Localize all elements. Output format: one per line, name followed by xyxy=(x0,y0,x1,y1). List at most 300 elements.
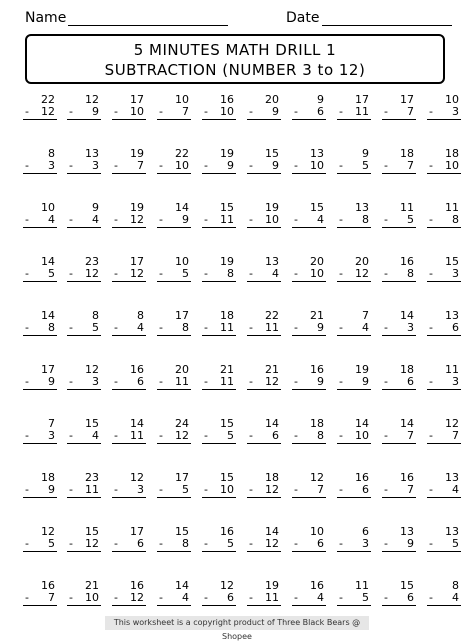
subtrahend-line xyxy=(337,376,371,390)
subtraction-problem[interactable] xyxy=(382,364,416,390)
subtraction-problem[interactable] xyxy=(337,472,371,498)
subtraction-problem[interactable] xyxy=(292,472,326,498)
minuend: 15 xyxy=(400,579,414,592)
minus-sign: - xyxy=(159,267,163,280)
subtraction-problem[interactable] xyxy=(427,94,461,120)
minus-sign: - xyxy=(384,375,388,388)
subtrahend-line xyxy=(202,214,236,228)
subtraction-problem[interactable] xyxy=(247,472,281,498)
minus-sign: - xyxy=(294,159,298,172)
subtrahend-line xyxy=(382,430,416,444)
subtraction-problem[interactable] xyxy=(67,148,101,174)
subtraction-problem[interactable] xyxy=(292,256,326,282)
minus-sign: - xyxy=(429,213,433,226)
subtraction-problem[interactable] xyxy=(202,418,236,444)
minuend: 18 xyxy=(400,147,414,160)
subtraction-problem[interactable] xyxy=(112,256,146,282)
minuend: 18 xyxy=(220,309,234,322)
subtrahend: 6 xyxy=(227,591,234,604)
minuend: 15 xyxy=(85,525,99,538)
minuend: 13 xyxy=(355,201,369,214)
minuend: 13 xyxy=(445,309,459,322)
subtrahend-line xyxy=(337,322,371,336)
subtraction-problem[interactable] xyxy=(112,94,146,120)
minus-sign: - xyxy=(249,321,253,334)
subtraction-problem[interactable] xyxy=(23,472,57,498)
subtraction-problem[interactable] xyxy=(112,526,146,552)
problem-row xyxy=(0,94,474,148)
subtrahend: 5 xyxy=(452,537,459,550)
problem-row xyxy=(0,418,474,472)
subtraction-problem[interactable] xyxy=(247,202,281,228)
subtrahend-line xyxy=(427,322,461,336)
subtrahend: 7 xyxy=(407,159,414,172)
minuend: 14 xyxy=(265,525,279,538)
subtraction-problem[interactable] xyxy=(427,148,461,174)
subtraction-problem[interactable] xyxy=(202,364,236,390)
minuend: 14 xyxy=(400,309,414,322)
subtraction-problem[interactable] xyxy=(337,580,371,606)
subtraction-problem[interactable] xyxy=(247,526,281,552)
subtrahend: 10 xyxy=(220,105,234,118)
subtraction-problem[interactable] xyxy=(382,580,416,606)
subtraction-problem[interactable] xyxy=(202,202,236,228)
subtrahend: 3 xyxy=(48,159,55,172)
subtraction-problem[interactable] xyxy=(382,148,416,174)
subtrahend-line xyxy=(337,538,371,552)
subtrahend: 12 xyxy=(130,267,144,280)
subtrahend: 6 xyxy=(317,537,324,550)
subtrahend: 8 xyxy=(48,321,55,334)
minuend: 16 xyxy=(130,579,144,592)
subtraction-problem[interactable] xyxy=(67,526,101,552)
minus-sign: - xyxy=(249,213,253,226)
minus-sign: - xyxy=(249,375,253,388)
subtrahend: 7 xyxy=(407,429,414,442)
subtraction-problem[interactable] xyxy=(67,310,101,336)
subtrahend-line xyxy=(247,106,281,120)
minuend: 7 xyxy=(48,417,55,430)
subtraction-problem[interactable] xyxy=(112,148,146,174)
subtrahend: 7 xyxy=(452,429,459,442)
subtrahend-line xyxy=(67,430,101,444)
subtraction-problem[interactable] xyxy=(23,148,57,174)
subtrahend-line xyxy=(427,592,461,606)
subtraction-problem[interactable] xyxy=(23,526,57,552)
subtrahend-line xyxy=(157,322,191,336)
subtrahend-line xyxy=(67,214,101,228)
subtrahend-line xyxy=(427,160,461,174)
subtraction-problem[interactable] xyxy=(67,202,101,228)
subtraction-problem[interactable] xyxy=(112,580,146,606)
subtraction-problem[interactable] xyxy=(202,472,236,498)
subtrahend: 6 xyxy=(317,105,324,118)
minuend: 15 xyxy=(220,417,234,430)
subtraction-problem[interactable] xyxy=(427,472,461,498)
subtrahend-line xyxy=(23,430,57,444)
subtraction-problem[interactable] xyxy=(292,580,326,606)
subtraction-problem[interactable] xyxy=(382,526,416,552)
minus-sign: - xyxy=(339,537,343,550)
subtraction-problem[interactable] xyxy=(112,472,146,498)
subtraction-problem[interactable] xyxy=(337,256,371,282)
subtraction-problem[interactable] xyxy=(337,202,371,228)
minus-sign: - xyxy=(204,321,208,334)
subtraction-problem[interactable] xyxy=(157,418,191,444)
subtraction-problem[interactable] xyxy=(427,526,461,552)
subtraction-problem[interactable] xyxy=(67,94,101,120)
subtrahend-line xyxy=(112,160,146,174)
subtrahend: 3 xyxy=(452,267,459,280)
minus-sign: - xyxy=(339,375,343,388)
minuend: 22 xyxy=(41,93,55,106)
subtrahend-line xyxy=(292,592,326,606)
subtraction-problem[interactable] xyxy=(427,364,461,390)
subtraction-problem[interactable] xyxy=(292,94,326,120)
subtraction-problem[interactable] xyxy=(247,580,281,606)
subtraction-problem[interactable] xyxy=(382,472,416,498)
minuend: 14 xyxy=(130,417,144,430)
subtrahend-line xyxy=(247,376,281,390)
subtraction-problem[interactable] xyxy=(292,310,326,336)
minuend: 15 xyxy=(445,255,459,268)
minus-sign: - xyxy=(339,591,343,604)
subtraction-problem[interactable] xyxy=(23,580,57,606)
subtraction-problem[interactable] xyxy=(382,256,416,282)
subtrahend: 6 xyxy=(407,375,414,388)
minuend: 10 xyxy=(41,201,55,214)
subtrahend: 8 xyxy=(182,537,189,550)
subtrahend: 10 xyxy=(265,213,279,226)
subtraction-problem[interactable] xyxy=(157,148,191,174)
minus-sign: - xyxy=(69,483,73,496)
minus-sign: - xyxy=(204,591,208,604)
subtraction-problem[interactable] xyxy=(247,94,281,120)
subtrahend: 5 xyxy=(362,591,369,604)
subtraction-problem[interactable] xyxy=(23,364,57,390)
subtraction-problem[interactable] xyxy=(157,580,191,606)
subtraction-problem[interactable] xyxy=(202,526,236,552)
subtraction-problem[interactable] xyxy=(157,364,191,390)
subtraction-problem[interactable] xyxy=(337,526,371,552)
subtraction-problem[interactable] xyxy=(67,256,101,282)
minuend: 17 xyxy=(355,93,369,106)
subtrahend-line xyxy=(202,106,236,120)
minus-sign: - xyxy=(114,375,118,388)
minuend: 20 xyxy=(265,93,279,106)
minus-sign: - xyxy=(25,321,29,334)
subtrahend: 6 xyxy=(272,429,279,442)
subtrahend: 11 xyxy=(220,375,234,388)
subtrahend: 6 xyxy=(137,375,144,388)
subtrahend-line xyxy=(157,214,191,228)
minus-sign: - xyxy=(384,321,388,334)
name-label: Name xyxy=(25,10,67,26)
subtrahend-line xyxy=(292,106,326,120)
subtraction-problem[interactable] xyxy=(23,94,57,120)
minuend: 21 xyxy=(220,363,234,376)
subtrahend: 11 xyxy=(220,321,234,334)
subtrahend: 12 xyxy=(265,483,279,496)
minuend: 16 xyxy=(355,471,369,484)
subtraction-problem[interactable] xyxy=(292,202,326,228)
subtraction-problem[interactable] xyxy=(157,472,191,498)
subtrahend-line xyxy=(337,160,371,174)
subtrahend: 8 xyxy=(227,267,234,280)
minuend: 22 xyxy=(175,147,189,160)
minuend: 13 xyxy=(445,525,459,538)
name-blank-line[interactable] xyxy=(68,25,228,26)
minuend: 8 xyxy=(137,309,144,322)
subtraction-problem[interactable] xyxy=(382,202,416,228)
subtraction-problem[interactable] xyxy=(202,256,236,282)
date-blank-line[interactable] xyxy=(322,25,452,26)
subtrahend-line xyxy=(292,160,326,174)
minus-sign: - xyxy=(429,537,433,550)
subtrahend-line xyxy=(382,376,416,390)
minuend: 15 xyxy=(85,417,99,430)
minuend: 16 xyxy=(400,255,414,268)
subtrahend-line xyxy=(23,484,57,498)
subtraction-problem[interactable] xyxy=(23,418,57,444)
minuend: 12 xyxy=(445,417,459,430)
minuend: 16 xyxy=(310,579,324,592)
minus-sign: - xyxy=(294,267,298,280)
subtrahend: 3 xyxy=(407,321,414,334)
minuend: 17 xyxy=(175,471,189,484)
subtrahend: 10 xyxy=(310,267,324,280)
subtraction-problem[interactable] xyxy=(292,148,326,174)
subtraction-problem[interactable] xyxy=(202,94,236,120)
subtrahend-line xyxy=(23,268,57,282)
subtraction-problem[interactable] xyxy=(112,310,146,336)
subtrahend: 3 xyxy=(137,483,144,496)
subtrahend: 4 xyxy=(92,429,99,442)
subtraction-problem[interactable] xyxy=(157,310,191,336)
subtrahend-line xyxy=(23,106,57,120)
minus-sign: - xyxy=(159,537,163,550)
subtraction-problem[interactable] xyxy=(247,418,281,444)
subtrahend: 12 xyxy=(85,537,99,550)
subtrahend: 3 xyxy=(48,429,55,442)
subtrahend-line xyxy=(382,106,416,120)
subtraction-problem[interactable] xyxy=(247,310,281,336)
subtrahend-line xyxy=(292,322,326,336)
subtraction-problem[interactable] xyxy=(427,580,461,606)
subtrahend-line xyxy=(247,160,281,174)
subtrahend-line xyxy=(202,376,236,390)
minus-sign: - xyxy=(25,483,29,496)
subtrahend-line xyxy=(157,430,191,444)
subtrahend-line xyxy=(292,268,326,282)
subtrahend: 5 xyxy=(48,537,55,550)
subtraction-problem[interactable] xyxy=(337,418,371,444)
subtrahend: 10 xyxy=(85,591,99,604)
minus-sign: - xyxy=(69,105,73,118)
subtraction-problem[interactable] xyxy=(292,526,326,552)
subtraction-problem[interactable] xyxy=(382,94,416,120)
minus-sign: - xyxy=(69,429,73,442)
minuend: 18 xyxy=(445,147,459,160)
subtrahend-line xyxy=(427,484,461,498)
subtrahend-line xyxy=(67,484,101,498)
subtrahend-line xyxy=(112,268,146,282)
minuend: 10 xyxy=(445,93,459,106)
minus-sign: - xyxy=(249,159,253,172)
minuend: 17 xyxy=(130,525,144,538)
subtrahend: 4 xyxy=(317,591,324,604)
subtraction-problem[interactable] xyxy=(202,148,236,174)
subtraction-problem[interactable] xyxy=(112,364,146,390)
subtrahend: 6 xyxy=(407,591,414,604)
minus-sign: - xyxy=(69,537,73,550)
subtrahend: 7 xyxy=(407,105,414,118)
subtrahend-line xyxy=(382,538,416,552)
problem-row xyxy=(0,472,474,526)
subtrahend-line xyxy=(112,430,146,444)
subtraction-problem[interactable] xyxy=(67,418,101,444)
minus-sign: - xyxy=(69,321,73,334)
minus-sign: - xyxy=(384,483,388,496)
subtrahend-line xyxy=(292,538,326,552)
subtrahend: 10 xyxy=(445,159,459,172)
subtraction-problem[interactable] xyxy=(382,310,416,336)
subtrahend-line xyxy=(247,214,281,228)
minuend: 19 xyxy=(130,201,144,214)
minus-sign: - xyxy=(114,213,118,226)
subtrahend: 9 xyxy=(182,213,189,226)
problem-row xyxy=(0,310,474,364)
minus-sign: - xyxy=(25,105,29,118)
subtrahend-line xyxy=(382,268,416,282)
subtraction-problem[interactable] xyxy=(67,472,101,498)
minus-sign: - xyxy=(429,159,433,172)
subtraction-problem[interactable] xyxy=(202,580,236,606)
subtrahend: 5 xyxy=(182,483,189,496)
subtrahend: 5 xyxy=(227,537,234,550)
minus-sign: - xyxy=(25,375,29,388)
minuend: 17 xyxy=(130,93,144,106)
subtraction-problem[interactable] xyxy=(247,148,281,174)
minus-sign: - xyxy=(114,483,118,496)
subtrahend: 12 xyxy=(41,105,55,118)
minuend: 15 xyxy=(220,201,234,214)
subtrahend: 9 xyxy=(227,159,234,172)
subtrahend-line xyxy=(202,160,236,174)
subtrahend: 5 xyxy=(362,159,369,172)
subtraction-problem[interactable] xyxy=(337,148,371,174)
minuend: 23 xyxy=(85,471,99,484)
minuend: 12 xyxy=(220,579,234,592)
subtrahend-line xyxy=(202,322,236,336)
minuend: 22 xyxy=(265,309,279,322)
subtrahend: 9 xyxy=(407,537,414,550)
subtraction-problem[interactable] xyxy=(202,310,236,336)
subtrahend: 8 xyxy=(452,213,459,226)
subtraction-problem[interactable] xyxy=(23,256,57,282)
subtrahend: 10 xyxy=(310,159,324,172)
subtrahend: 9 xyxy=(317,375,324,388)
subtraction-problem[interactable] xyxy=(67,580,101,606)
subtraction-problem[interactable] xyxy=(292,418,326,444)
minuend: 19 xyxy=(265,201,279,214)
subtraction-problem[interactable] xyxy=(23,310,57,336)
subtraction-problem[interactable] xyxy=(157,202,191,228)
subtraction-problem[interactable] xyxy=(112,418,146,444)
problem-grid xyxy=(0,94,474,634)
minus-sign: - xyxy=(429,321,433,334)
minus-sign: - xyxy=(294,537,298,550)
subtrahend: 4 xyxy=(452,591,459,604)
minus-sign: - xyxy=(429,591,433,604)
minuend: 16 xyxy=(220,525,234,538)
minus-sign: - xyxy=(294,321,298,334)
subtraction-problem[interactable] xyxy=(337,310,371,336)
subtrahend: 11 xyxy=(265,591,279,604)
subtraction-problem[interactable] xyxy=(23,202,57,228)
subtraction-problem[interactable] xyxy=(157,256,191,282)
subtrahend: 8 xyxy=(182,321,189,334)
minus-sign: - xyxy=(249,483,253,496)
subtraction-problem[interactable] xyxy=(427,418,461,444)
subtrahend-line xyxy=(337,484,371,498)
minus-sign: - xyxy=(114,537,118,550)
minus-sign: - xyxy=(294,213,298,226)
subtrahend: 5 xyxy=(48,267,55,280)
subtrahend: 9 xyxy=(92,105,99,118)
minus-sign: - xyxy=(114,105,118,118)
subtraction-problem[interactable] xyxy=(247,256,281,282)
subtraction-problem[interactable] xyxy=(247,364,281,390)
minus-sign: - xyxy=(25,591,29,604)
minuend: 19 xyxy=(265,579,279,592)
minus-sign: - xyxy=(69,267,73,280)
minuend: 21 xyxy=(265,363,279,376)
subtrahend-line xyxy=(67,322,101,336)
minus-sign: - xyxy=(339,483,343,496)
subtraction-problem[interactable] xyxy=(67,364,101,390)
subtraction-problem[interactable] xyxy=(337,94,371,120)
minus-sign: - xyxy=(429,429,433,442)
subtraction-problem[interactable] xyxy=(157,94,191,120)
subtrahend: 9 xyxy=(317,321,324,334)
subtraction-problem[interactable] xyxy=(337,364,371,390)
subtraction-problem[interactable] xyxy=(427,256,461,282)
subtraction-problem[interactable] xyxy=(157,526,191,552)
subtraction-problem[interactable] xyxy=(112,202,146,228)
subtrahend-line xyxy=(67,268,101,282)
subtrahend: 5 xyxy=(92,321,99,334)
subtraction-problem[interactable] xyxy=(427,202,461,228)
minus-sign: - xyxy=(384,267,388,280)
subtraction-problem[interactable] xyxy=(427,310,461,336)
subtraction-problem[interactable] xyxy=(292,364,326,390)
minuend: 10 xyxy=(310,525,324,538)
subtraction-problem[interactable] xyxy=(382,418,416,444)
subtrahend-line xyxy=(337,106,371,120)
minuend: 9 xyxy=(317,93,324,106)
subtrahend-line xyxy=(202,538,236,552)
subtrahend-line xyxy=(382,484,416,498)
minuend: 11 xyxy=(445,363,459,376)
minuend: 17 xyxy=(130,255,144,268)
minuend: 20 xyxy=(310,255,324,268)
minuend: 19 xyxy=(355,363,369,376)
subtrahend: 11 xyxy=(355,105,369,118)
subtrahend-line xyxy=(337,268,371,282)
subtrahend-line xyxy=(202,430,236,444)
minus-sign: - xyxy=(204,159,208,172)
